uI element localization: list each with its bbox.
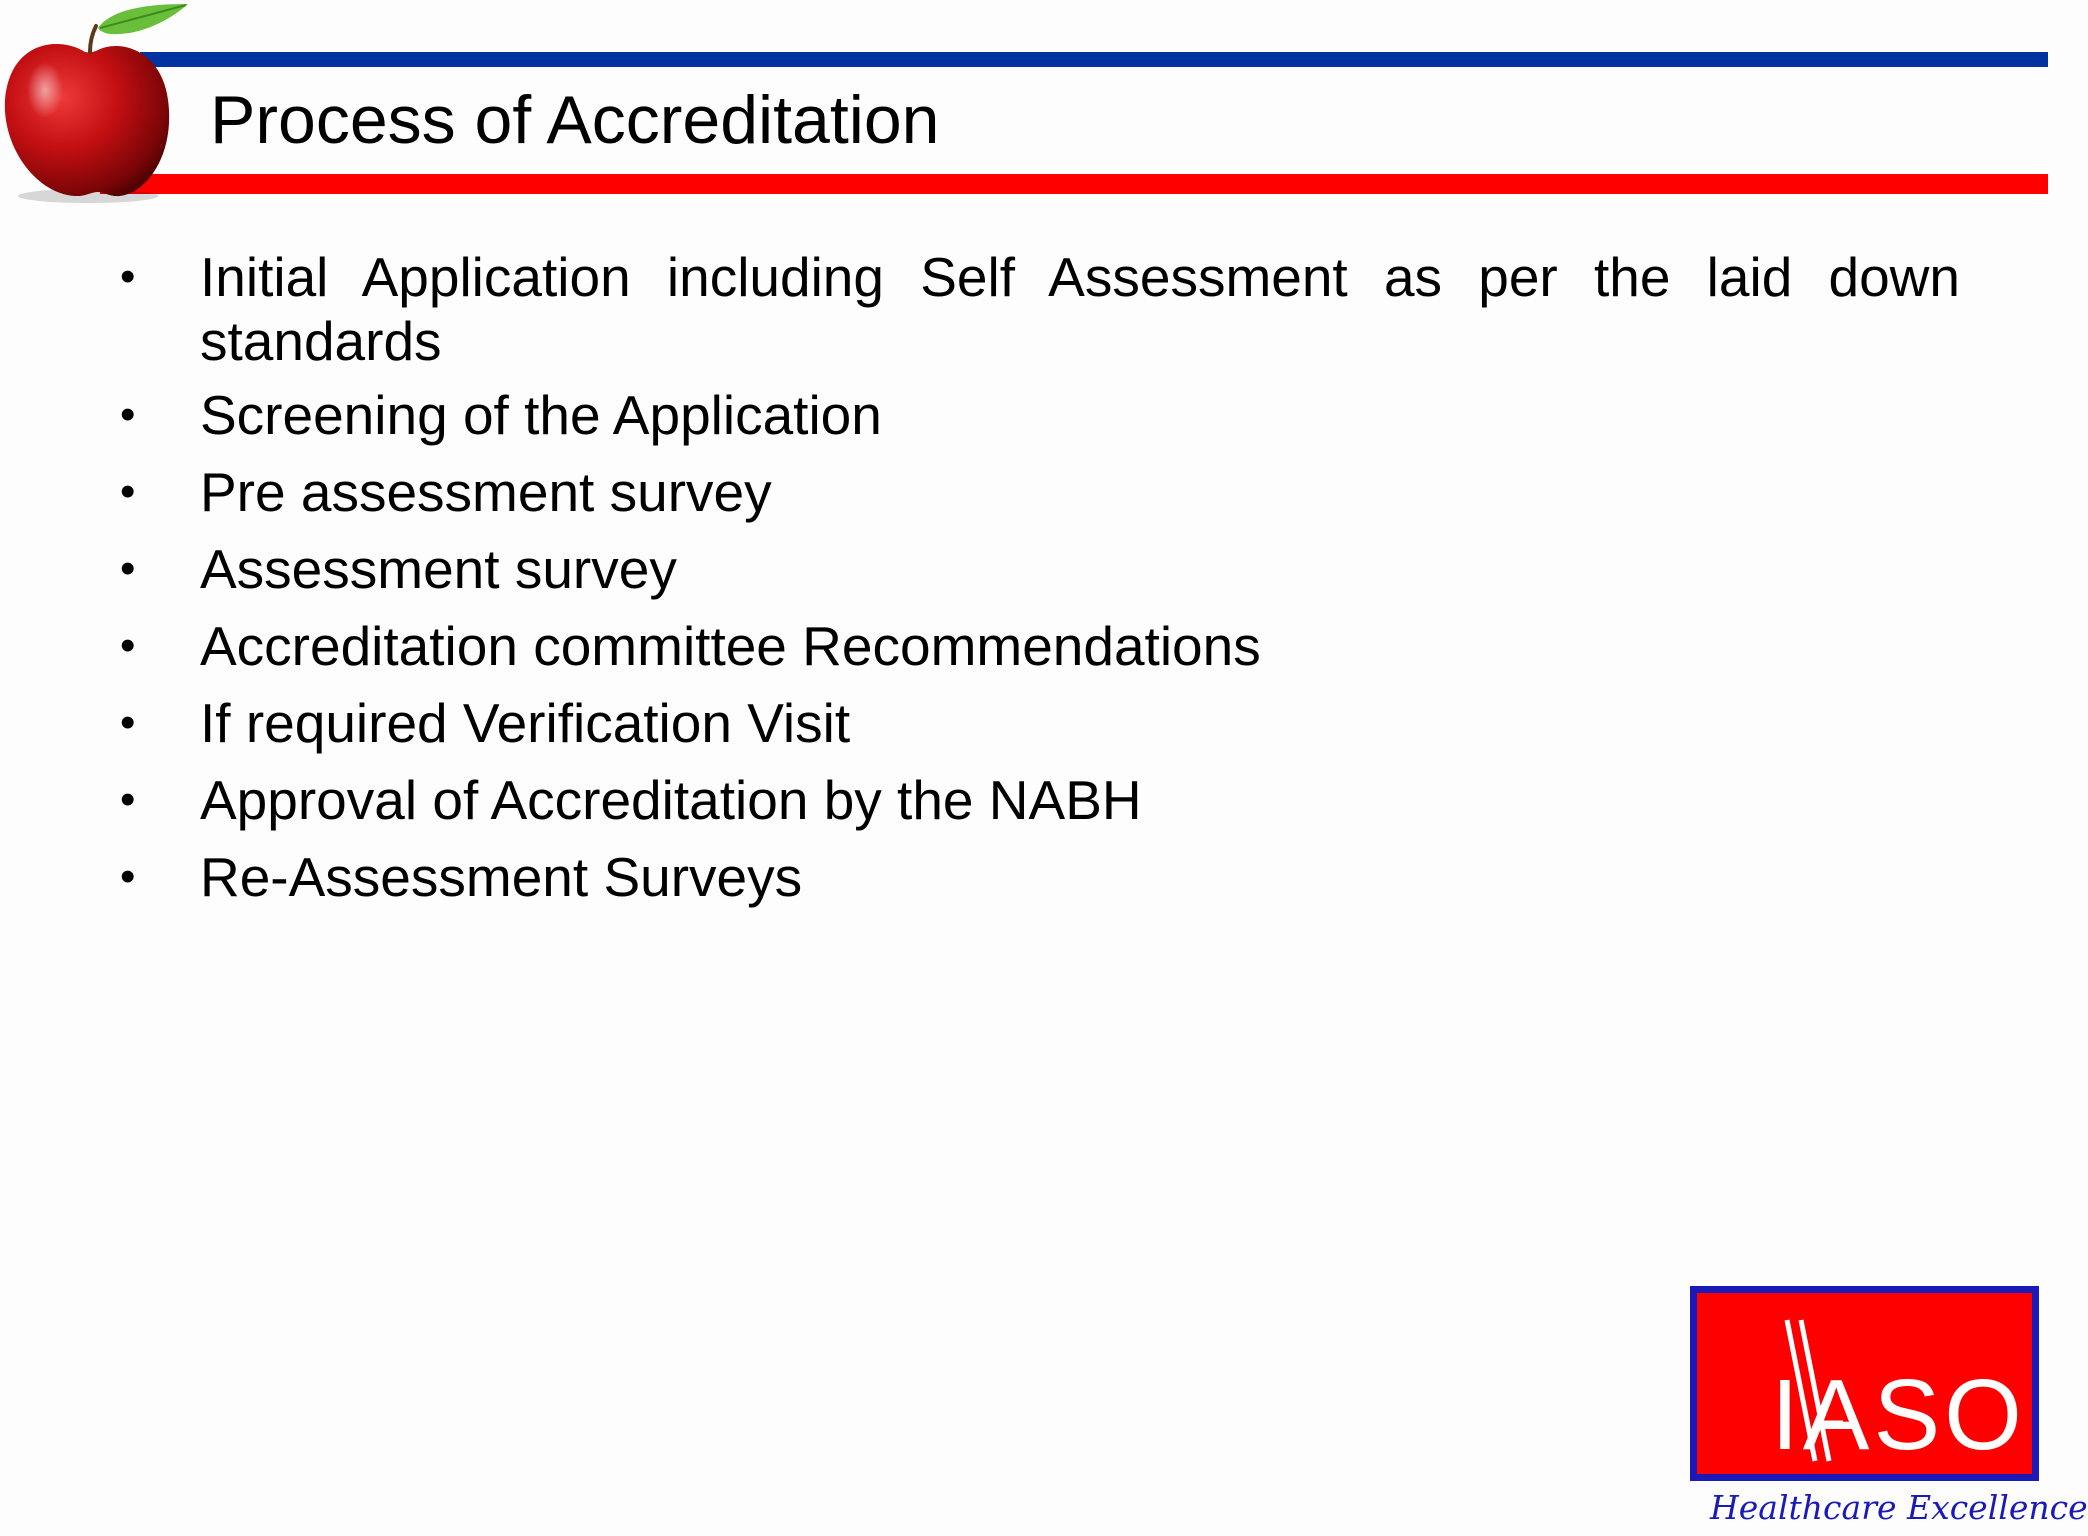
logo-wordmark: IASO bbox=[1771, 1359, 2026, 1471]
bullet-item bbox=[120, 614, 1960, 678]
bullet-dot: • bbox=[120, 852, 136, 901]
bullet-list bbox=[120, 245, 1960, 922]
bullet-dot: • bbox=[120, 775, 136, 824]
bullet-dot: • bbox=[120, 698, 136, 747]
logo-tagline: Healthcare Excellence bbox=[1710, 1488, 2088, 1527]
bullet-text: If required Verification Visit bbox=[200, 692, 851, 754]
bullet-item bbox=[120, 383, 1960, 447]
bullet-text: Screening of the Application bbox=[200, 384, 882, 446]
bullet-dot: • bbox=[120, 544, 136, 593]
bullet-item bbox=[120, 768, 1960, 832]
bullet-dot: • bbox=[120, 252, 136, 301]
bullet-dot: • bbox=[120, 467, 136, 516]
bullet-dot: • bbox=[120, 390, 136, 439]
bullet-text: Pre assessment survey bbox=[200, 461, 772, 523]
bullet-text: Approval of Accreditation by the NABH bbox=[200, 769, 1142, 831]
bullet-text: Accreditation committee Recommendations bbox=[200, 615, 1261, 677]
header-red-stripe bbox=[100, 174, 2048, 194]
header-blue-stripe bbox=[140, 52, 2048, 67]
bullet-item bbox=[120, 537, 1960, 601]
bullet-item bbox=[120, 691, 1960, 755]
bullet-item bbox=[120, 460, 1960, 524]
red-apple-icon bbox=[0, 0, 195, 205]
bullet-text: Assessment survey bbox=[200, 538, 677, 600]
bullet-text: Initial Application including Self Assessment as per the laid down standards bbox=[200, 246, 1960, 372]
bullet-text: Re-Assessment Surveys bbox=[200, 846, 803, 908]
slide-title: Process of Accreditation bbox=[210, 82, 940, 158]
iaso-logo bbox=[1690, 1286, 2039, 1481]
bullet-item bbox=[120, 245, 1960, 373]
bullet-item bbox=[120, 845, 1960, 909]
bullet-dot: • bbox=[120, 621, 136, 670]
